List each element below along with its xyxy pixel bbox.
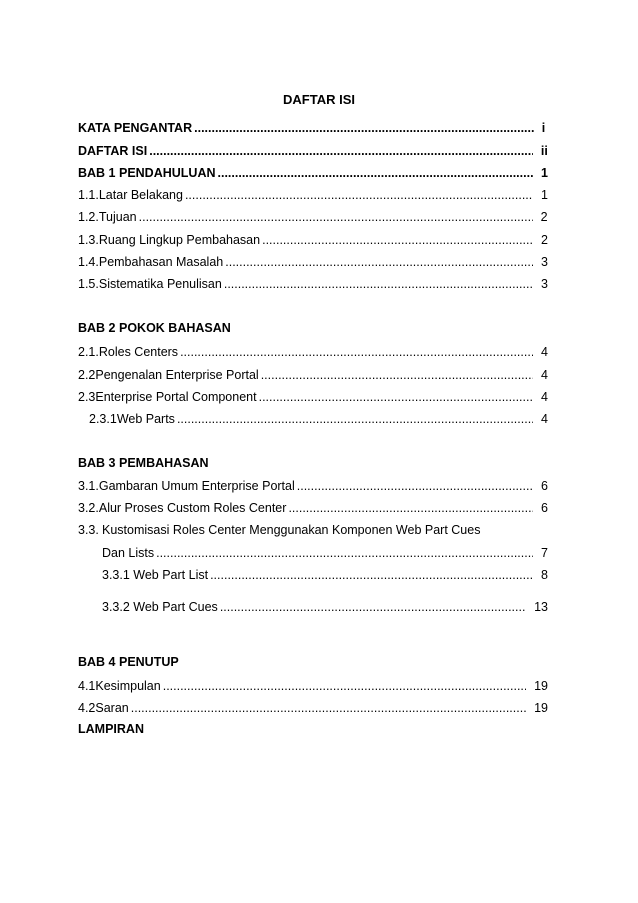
toc-entry-kata-pengantar[interactable] <box>78 119 548 137</box>
toc-entry-page: 2 <box>541 233 548 247</box>
dot-leader <box>194 119 534 137</box>
toc-entry-1-1[interactable] <box>78 186 548 204</box>
toc-entry-daftar-isi[interactable] <box>78 142 548 160</box>
toc-entry-label: Sistematika Penulisan <box>98 277 222 291</box>
dot-leader <box>177 410 533 428</box>
toc-entry-page: 19 <box>534 701 548 715</box>
toc-entry-1-4[interactable] <box>78 253 548 271</box>
toc-entry-page: 2 <box>540 210 548 224</box>
toc-entry-label: KATA PENGANTAR <box>78 121 193 135</box>
toc-entry-page: 7 <box>541 546 548 560</box>
toc-entry-4-1[interactable] <box>78 677 548 695</box>
toc-entry-page: 3 <box>541 277 548 291</box>
toc-entry-page: 4 <box>541 368 548 382</box>
toc-heading-bab-4[interactable]: BAB 4 PENUTUP <box>78 655 179 669</box>
toc-entry-number: 2.3 <box>78 390 96 404</box>
toc-entry-1-5[interactable] <box>78 275 548 293</box>
toc-entry-3-2[interactable] <box>78 499 548 517</box>
toc-entry-label: Web Parts <box>116 412 175 426</box>
toc-entry-label: DAFTAR ISI <box>78 144 148 158</box>
page-title: DAFTAR ISI <box>283 92 355 107</box>
dot-leader <box>220 598 526 616</box>
toc-entry-3-3-1[interactable] <box>102 566 548 584</box>
toc-entry-page: 8 <box>541 568 548 582</box>
toc-entry-label: Tujuan <box>98 210 137 224</box>
toc-entry-number: 2.2 <box>78 368 96 382</box>
toc-entry-label: Dan Lists <box>102 546 155 560</box>
toc-entry-2-3-1[interactable] <box>89 410 548 428</box>
toc-entry-label: Pembahasan Masalah <box>98 255 224 269</box>
toc-entry-label: Saran <box>95 701 129 715</box>
toc-entry-1-2[interactable] <box>78 208 548 226</box>
toc-entry-page: 1 <box>541 166 548 180</box>
dot-leader <box>288 499 533 517</box>
toc-entry-3-1[interactable] <box>78 477 548 495</box>
toc-entry-label: 3.3.1 Web Part List <box>102 568 209 582</box>
toc-entry-page: 4 <box>541 412 548 426</box>
toc-entry-page: 6 <box>541 479 548 493</box>
toc-entry-label: Alur Proses Custom Roles Center <box>98 501 287 515</box>
dot-leader <box>139 208 533 226</box>
toc-entry-number: 1.5. <box>78 277 99 291</box>
toc-entry-label: 3.3.2 Web Part Cues <box>102 600 218 614</box>
toc-entry-number: 3.2. <box>78 501 99 515</box>
toc-entry-number: 1.2. <box>78 210 99 224</box>
toc-entry-label: Pengenalan Enterprise Portal <box>95 368 259 382</box>
toc-entry-label: Kustomisasi Roles Center Menggunakan Komponen Web Part Cues <box>102 523 481 537</box>
dot-leader <box>297 477 533 495</box>
dot-leader <box>259 388 533 406</box>
toc-entry-number: 2.3.1 <box>89 412 117 426</box>
toc-entry-label: Roles Centers <box>98 345 179 359</box>
toc-entry-2-2[interactable] <box>78 366 548 384</box>
toc-entry-label: Kesimpulan <box>95 679 161 693</box>
toc-entry-1-3[interactable] <box>78 231 548 249</box>
dot-leader <box>261 366 533 384</box>
toc-entry-number: 3.1. <box>78 479 99 493</box>
toc-entry-page: 4 <box>541 390 548 404</box>
dot-leader <box>210 566 533 584</box>
toc-entry-3-3-2[interactable] <box>102 598 548 616</box>
toc-heading-bab-2[interactable]: BAB 2 POKOK BAHASAN <box>78 321 231 335</box>
dot-leader <box>156 544 533 562</box>
toc-entry-page: 19 <box>534 679 548 693</box>
dot-leader <box>262 231 533 249</box>
toc-entry-number: 2.1. <box>78 345 99 359</box>
toc-entry-number: 3.3. <box>78 523 99 537</box>
toc-entry-2-3[interactable] <box>78 388 548 406</box>
dot-leader <box>180 343 533 361</box>
toc-entry-4-2[interactable] <box>78 699 548 717</box>
toc-entry-page: 6 <box>541 501 548 515</box>
toc-entry-3-3[interactable] <box>78 521 480 539</box>
toc-heading-lampiran[interactable]: LAMPIRAN <box>78 722 144 736</box>
toc-entry-number: 1.1. <box>78 188 99 202</box>
toc-entry-number: 4.1 <box>78 679 96 693</box>
toc-entry-bab-1[interactable] <box>78 164 548 182</box>
toc-entry-label: Gambaran Umum Enterprise Portal <box>98 479 295 493</box>
toc-entry-3-3-continued[interactable] <box>102 544 548 562</box>
toc-entry-label: Latar Belakang <box>98 188 183 202</box>
dot-leader <box>149 142 533 160</box>
toc-entry-page: 3 <box>541 255 548 269</box>
toc-entry-number: 4.2 <box>78 701 96 715</box>
toc-heading-bab-3[interactable]: BAB 3 PEMBAHASAN <box>78 456 209 470</box>
toc-entry-page: i <box>541 121 546 135</box>
dot-leader <box>163 677 526 695</box>
toc-entry-page: 1 <box>541 188 548 202</box>
dot-leader <box>218 164 534 182</box>
dot-leader <box>224 275 533 293</box>
toc-entry-number: 1.3. <box>78 233 99 247</box>
dot-leader <box>131 699 526 717</box>
toc-entry-page: ii <box>540 144 548 158</box>
toc-entry-number: 1.4. <box>78 255 99 269</box>
toc-entry-label: BAB 1 PENDAHULUAN <box>78 166 216 180</box>
toc-entry-label: Ruang Lingkup Pembahasan <box>98 233 261 247</box>
toc-entry-label: Enterprise Portal Component <box>95 390 257 404</box>
dot-leader <box>225 253 533 271</box>
dot-leader <box>185 186 533 204</box>
toc-entry-page: 4 <box>541 345 548 359</box>
toc-entry-2-1[interactable] <box>78 343 548 361</box>
toc-entry-page: 13 <box>534 600 548 614</box>
